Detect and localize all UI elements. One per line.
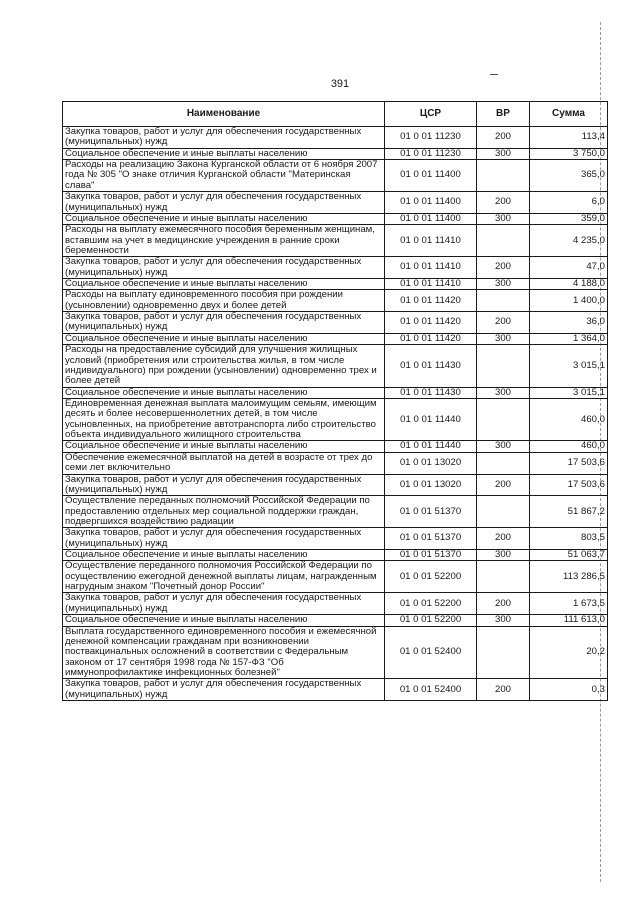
cell-name: Осуществление переданных полномочий Российской Федерации по предоставлению отдельных мер социальной поддержки граждан, подвергшихся воздействию радиации (63, 496, 385, 528)
cell-name: Закупка товаров, работ и услуг для обеспечения государственных (муниципальных) нужд (63, 528, 385, 550)
table-row (63, 550, 608, 561)
cell-vr: 200 (477, 257, 530, 279)
table-body (63, 127, 608, 701)
cell-vr (477, 225, 530, 257)
cell-name: Расходы на реализацию Закона Курганской области от 6 ноября 2007 года № 305 "О знаке отличия Курганской области "Материнская слава" (63, 160, 385, 192)
cell-csr: 01 0 01 11420 (385, 312, 477, 334)
table-row (63, 496, 608, 528)
cell-csr: 01 0 01 11420 (385, 333, 477, 344)
table-row (63, 225, 608, 257)
table-row (63, 279, 608, 290)
table-row (63, 561, 608, 593)
cell-vr: 300 (477, 213, 530, 224)
budget-table (62, 101, 608, 701)
cell-vr: 300 (477, 441, 530, 452)
page-number: 391 (330, 78, 350, 90)
table-row (63, 312, 608, 334)
cell-sum: 1 364,0 (530, 333, 608, 344)
cell-sum: 460,0 (530, 398, 608, 440)
cell-vr: 300 (477, 387, 530, 398)
cell-sum: 3 015,1 (530, 345, 608, 387)
cell-vr: 200 (477, 593, 530, 615)
cell-name: Закупка товаров, работ и услуг для обеспечения государственных (муниципальных) нужд (63, 474, 385, 496)
cell-csr: 01 0 01 11230 (385, 127, 477, 149)
table-row (63, 615, 608, 626)
cell-vr: 300 (477, 148, 530, 159)
table-row (63, 441, 608, 452)
cell-name: Закупка товаров, работ и услуг для обеспечения государственных (муниципальных) нужд (63, 127, 385, 149)
cell-vr: 200 (477, 679, 530, 701)
table-row (63, 626, 608, 679)
cell-sum: 365,0 (530, 160, 608, 192)
table-row (63, 452, 608, 474)
cell-name: Расходы на выплату ежемесячного пособия беременным женщинам, вставшим на учет в медицинские учреждения в ранние сроки беременности (63, 225, 385, 257)
header-vr: ВР (477, 102, 530, 127)
cell-csr: 01 0 01 11430 (385, 345, 477, 387)
cell-csr: 01 0 01 11400 (385, 213, 477, 224)
cell-csr: 01 0 01 11410 (385, 225, 477, 257)
cell-name: Закупка товаров, работ и услуг для обеспечения государственных (муниципальных) нужд (63, 257, 385, 279)
table-row (63, 192, 608, 214)
cell-name: Социальное обеспечение и иные выплаты населению (63, 279, 385, 290)
cell-sum: 0,3 (530, 679, 608, 701)
cell-sum: 113,4 (530, 127, 608, 149)
cell-sum: 803,5 (530, 528, 608, 550)
scan-dash-mark (490, 74, 498, 75)
table-row (63, 528, 608, 550)
cell-csr: 01 0 01 51370 (385, 496, 477, 528)
cell-name: Осуществление переданного полномочия Российской Федерации по осуществлению ежегодной денежной выплаты лицам, награжденным нагрудным знаком "Почетный донор России" (63, 561, 385, 593)
cell-sum: 20,2 (530, 626, 608, 679)
table-row (63, 213, 608, 224)
cell-csr: 01 0 01 11440 (385, 441, 477, 452)
cell-vr (477, 290, 530, 312)
cell-vr: 300 (477, 333, 530, 344)
cell-name: Закупка товаров, работ и услуг для обеспечения государственных (муниципальных) нужд (63, 593, 385, 615)
cell-csr: 01 0 01 51370 (385, 528, 477, 550)
cell-csr: 01 0 01 52200 (385, 561, 477, 593)
table-row (63, 398, 608, 440)
cell-vr: 300 (477, 279, 530, 290)
cell-name: Социальное обеспечение и иные выплаты населению (63, 148, 385, 159)
table-row (63, 679, 608, 701)
cell-csr: 01 0 01 52400 (385, 679, 477, 701)
cell-name: Расходы на предоставление субсидий для улучшения жилищных условий (приобретения или строительства жилья, в том числе индивидуального) при рождении (усыновлении) одновременно трех и более детей (63, 345, 385, 387)
cell-vr (477, 561, 530, 593)
cell-csr: 01 0 01 11410 (385, 279, 477, 290)
cell-vr (477, 626, 530, 679)
cell-csr: 01 0 01 51370 (385, 550, 477, 561)
cell-sum: 6,0 (530, 192, 608, 214)
cell-vr (477, 345, 530, 387)
table-row (63, 474, 608, 496)
cell-vr: 200 (477, 474, 530, 496)
cell-vr (477, 452, 530, 474)
table-row (63, 387, 608, 398)
cell-vr: 300 (477, 550, 530, 561)
table-row (63, 345, 608, 387)
cell-csr: 01 0 01 11420 (385, 290, 477, 312)
cell-name: Закупка товаров, работ и услуг для обеспечения государственных (муниципальных) нужд (63, 312, 385, 334)
cell-sum: 1 673,5 (530, 593, 608, 615)
header-name: Наименование (63, 102, 385, 127)
cell-sum: 111 613,0 (530, 615, 608, 626)
cell-name: Расходы на выплату единовременного пособия при рождении (усыновлении) одновременно двух и более детей (63, 290, 385, 312)
cell-csr: 01 0 01 13020 (385, 474, 477, 496)
cell-name: Социальное обеспечение и иные выплаты населению (63, 615, 385, 626)
cell-vr: 200 (477, 528, 530, 550)
table-row (63, 160, 608, 192)
cell-sum: 47,0 (530, 257, 608, 279)
cell-sum: 3 015,1 (530, 387, 608, 398)
cell-sum: 4 235,0 (530, 225, 608, 257)
cell-vr: 200 (477, 192, 530, 214)
cell-sum: 3 750,0 (530, 148, 608, 159)
cell-name: Закупка товаров, работ и услуг для обеспечения государственных (муниципальных) нужд (63, 679, 385, 701)
cell-vr: 200 (477, 127, 530, 149)
cell-sum: 460,0 (530, 441, 608, 452)
cell-sum: 1 400,0 (530, 290, 608, 312)
cell-sum: 359,0 (530, 213, 608, 224)
cell-name: Социальное обеспечение и иные выплаты населению (63, 213, 385, 224)
cell-csr: 01 0 01 52400 (385, 626, 477, 679)
cell-name: Единовременная денежная выплата малоимущим семьям, имеющим десять и более несовершеннолетних детей, в том числе усыновленных, на приобретение автотранспорта либо строительство объекта индивидуального жилищного строительства (63, 398, 385, 440)
cell-vr: 200 (477, 312, 530, 334)
cell-name: Социальное обеспечение и иные выплаты населению (63, 441, 385, 452)
cell-csr: 01 0 01 52200 (385, 593, 477, 615)
cell-csr: 01 0 01 11440 (385, 398, 477, 440)
header-csr: ЦСР (385, 102, 477, 127)
cell-vr (477, 496, 530, 528)
cell-sum: 113 286,5 (530, 561, 608, 593)
table-row (63, 593, 608, 615)
cell-csr: 01 0 01 11430 (385, 387, 477, 398)
cell-sum: 17 503,6 (530, 452, 608, 474)
header-sum: Сумма (530, 102, 608, 127)
cell-csr: 01 0 01 13020 (385, 452, 477, 474)
table-row (63, 290, 608, 312)
cell-csr: 01 0 01 11410 (385, 257, 477, 279)
cell-name: Социальное обеспечение и иные выплаты населению (63, 550, 385, 561)
cell-csr: 01 0 01 11400 (385, 160, 477, 192)
cell-name: Обеспечение ежемесячной выплатой на детей в возрасте от трех до семи лет включительно (63, 452, 385, 474)
cell-sum: 17 503,6 (530, 474, 608, 496)
cell-csr: 01 0 01 52200 (385, 615, 477, 626)
table-row (63, 257, 608, 279)
cell-vr: 300 (477, 615, 530, 626)
cell-vr (477, 398, 530, 440)
cell-name: Выплата государственного единовременного пособия и ежемесячной денежной компенсации гражданам при возникновении поствакцинальных осложнений в соответствии с Федеральным законом от 17 сентября 1998 года № 157-ФЗ "Об иммунопрофилактике инфекционных болезней" (63, 626, 385, 679)
table-row (63, 333, 608, 344)
table-row (63, 127, 608, 149)
cell-vr (477, 160, 530, 192)
cell-name: Закупка товаров, работ и услуг для обеспечения государственных (муниципальных) нужд (63, 192, 385, 214)
table-row (63, 148, 608, 159)
cell-csr: 01 0 01 11230 (385, 148, 477, 159)
cell-name: Социальное обеспечение и иные выплаты населению (63, 333, 385, 344)
cell-sum: 51 063,7 (530, 550, 608, 561)
cell-sum: 4 188,0 (530, 279, 608, 290)
cell-sum: 51 867,2 (530, 496, 608, 528)
cell-sum: 36,0 (530, 312, 608, 334)
table-header-row (63, 102, 608, 127)
cell-name: Социальное обеспечение и иные выплаты населению (63, 387, 385, 398)
cell-csr: 01 0 01 11400 (385, 192, 477, 214)
